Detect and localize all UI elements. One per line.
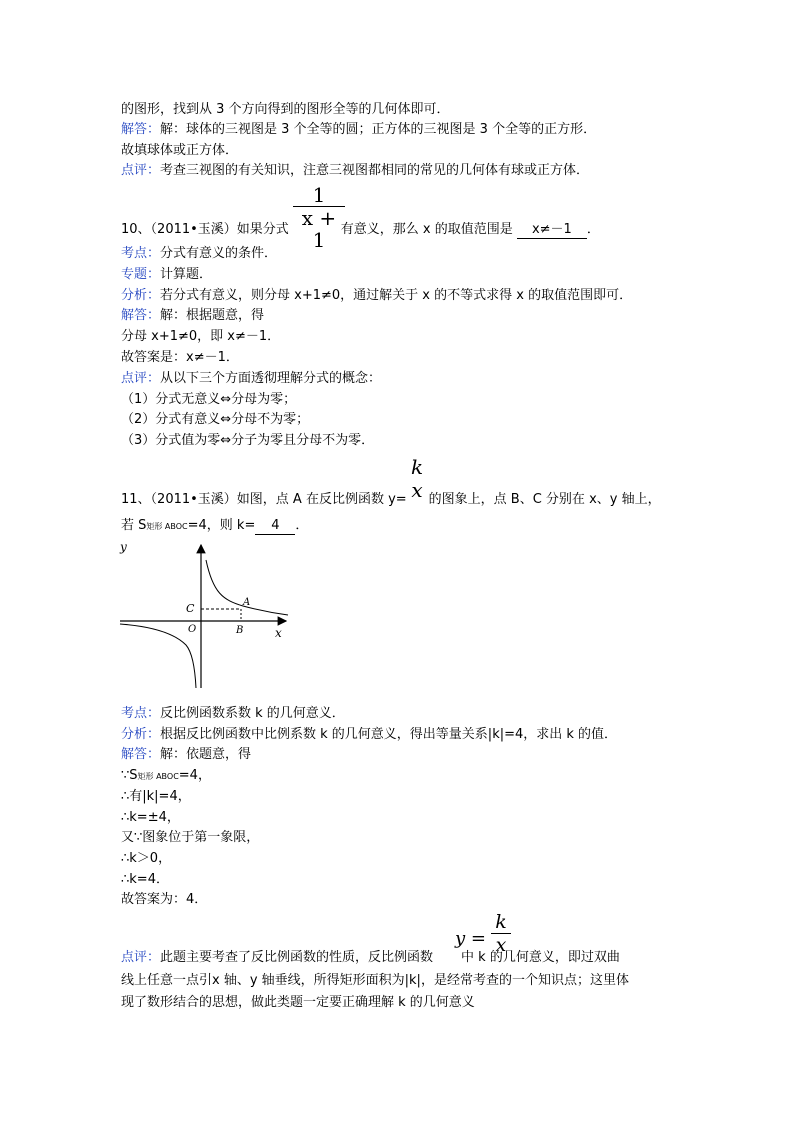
solution-step: 故答案是：x≠－1．: [121, 350, 239, 365]
solution-step: ∴k＞0，: [121, 851, 172, 866]
solution-step: 故答案为：4．: [121, 892, 208, 907]
label-dianping: 点评：: [121, 371, 161, 386]
step-text: =4，: [178, 768, 211, 783]
dianping-text: 此题主要考查了反比例函数的性质，反比例函数: [160, 950, 434, 965]
fenxi-line: [121, 725, 617, 745]
zhuanti-line: [121, 265, 212, 285]
fraction-denominator: x: [491, 933, 511, 956]
text-line: 的图形，找到从 3 个方向得到的图形全等的几何体即可．: [121, 102, 450, 117]
comment-line: [121, 161, 589, 181]
answer-text: 解：球体的三视图是 3 个全等的圆；正方体的三视图是 3 个全等的正方形．: [160, 122, 597, 137]
jieda-text: 解：依题意，得: [160, 747, 252, 762]
x-label: x: [275, 626, 282, 640]
fraction-1-over-x-plus-1: [293, 184, 345, 251]
label-fenxi: 分析：: [121, 727, 161, 742]
fraction-numerator: k: [495, 911, 507, 933]
solution-step: 分母 x+1≠0，即 x≠－1．: [121, 329, 281, 344]
question-11-stem: [121, 490, 661, 510]
label-dianping: 点评：: [121, 950, 161, 965]
solution-step: ∴k=4．: [121, 872, 169, 887]
kaodian-text: 分式有意义的条件．: [160, 246, 278, 261]
dianping-text: 中 k 的几何意义，即过双曲: [461, 950, 620, 965]
stem-text: 有意义，那么 x 的取值范围是: [340, 222, 513, 237]
solution-step: 又∵图象位于第一象限，: [121, 830, 260, 845]
jieda-line: [121, 306, 264, 326]
stem-text: 若 S: [121, 518, 147, 533]
solution-step: [121, 766, 211, 787]
answer-blank: x≠－1: [517, 222, 587, 239]
concept-item: （2）分式有意义⇔分母不为零；: [121, 412, 310, 427]
y-label: y: [120, 540, 127, 554]
curve-third-quadrant: [120, 624, 196, 688]
answer-blank: 4: [255, 518, 295, 535]
point-c-label: C: [186, 602, 195, 615]
concept-item: （3）分式值为零⇔分子为零且分母不为零．: [121, 433, 375, 448]
zhuanti-text: 计算题．: [160, 267, 213, 282]
origin-label: O: [188, 624, 197, 635]
fenxi-text: 根据反比例函数中比例系数 k 的几何意义，得出等量关系|k|=4，求出 k 的值．: [160, 727, 618, 742]
kaodian-line: [121, 244, 277, 264]
formula-y-equals: y =: [455, 928, 486, 949]
fraction-denominator: x + 1: [293, 206, 345, 251]
fraction-numerator: k: [410, 455, 424, 479]
answer-line: [121, 120, 596, 140]
question-10-stem: [121, 220, 600, 240]
stem-text: 11、（2011•玉溪）如图，点 A 在反比例函数 y=: [121, 492, 407, 507]
concept-item: （1）分式无意义⇔分母为零；: [121, 392, 297, 407]
jieda-line: [121, 745, 251, 765]
stem-text: 的图象上，点 B、C 分别在 x、y 轴上，: [428, 492, 661, 507]
label-kaodian: 考点：: [121, 246, 161, 261]
jieda-text: 解：根据题意，得: [160, 308, 265, 323]
point-a-label: A: [243, 597, 251, 608]
label-zhuanti: 专题：: [121, 267, 161, 282]
dianping-line: 现了数形结合的思想，做此类题一定要正确理解 k 的几何意义: [121, 995, 475, 1010]
step-text: ∵S: [121, 768, 138, 783]
question-11-stem-line2: [121, 516, 308, 537]
label-kaodian: 考点：: [121, 706, 161, 721]
comment-text: 考查三视图的有关知识，注意三视图都相同的常见的几何体有球或正方体．: [160, 163, 590, 178]
label-jieda: 解答：: [121, 747, 161, 762]
kaodian-text: 反比例函数系数 k 的几何意义．: [160, 706, 345, 721]
stem-end: ．: [295, 518, 309, 533]
stem-text: =4，则 k=: [187, 518, 256, 533]
label-jieda: 解答：: [121, 308, 161, 323]
dianping-text: 从以下三个方面透彻理解分式的概念：: [160, 371, 382, 386]
fraction-numerator: 1: [312, 183, 326, 207]
dianping-line: [121, 948, 620, 968]
subscript: 矩形 ABOC: [137, 772, 179, 781]
solution-step: ∴有|k|=4，: [121, 789, 191, 804]
label-dianping: 点评：: [121, 163, 161, 178]
kaodian-line: [121, 704, 345, 724]
solution-step: ∴k=±4，: [121, 810, 180, 825]
text-line: 故填球体或正方体．: [121, 143, 239, 158]
dianping-line: 线上任意一点引x 轴、y 轴垂线，所得矩形面积为|k|，是经常考查的一个知识点；这里体: [121, 973, 629, 988]
subscript: 矩形 ABOC: [146, 522, 188, 531]
dianping-line: [121, 369, 381, 389]
hyperbola-graph: [118, 538, 293, 690]
label-fenxi: 分析：: [121, 288, 161, 303]
point-b-label: B: [236, 625, 244, 636]
stem-end: ．: [586, 222, 600, 237]
fenxi-text: 若分式有意义，则分母 x+1≠0，通过解关于 x 的不等式求得 x 的取值范围即可．: [160, 288, 633, 303]
stem-text: 10、（2011•玉溪）如果分式: [121, 222, 289, 237]
fraction-denominator: x: [411, 478, 423, 502]
fenxi-line: [121, 286, 632, 306]
label-jieda: 解答：: [121, 122, 161, 137]
